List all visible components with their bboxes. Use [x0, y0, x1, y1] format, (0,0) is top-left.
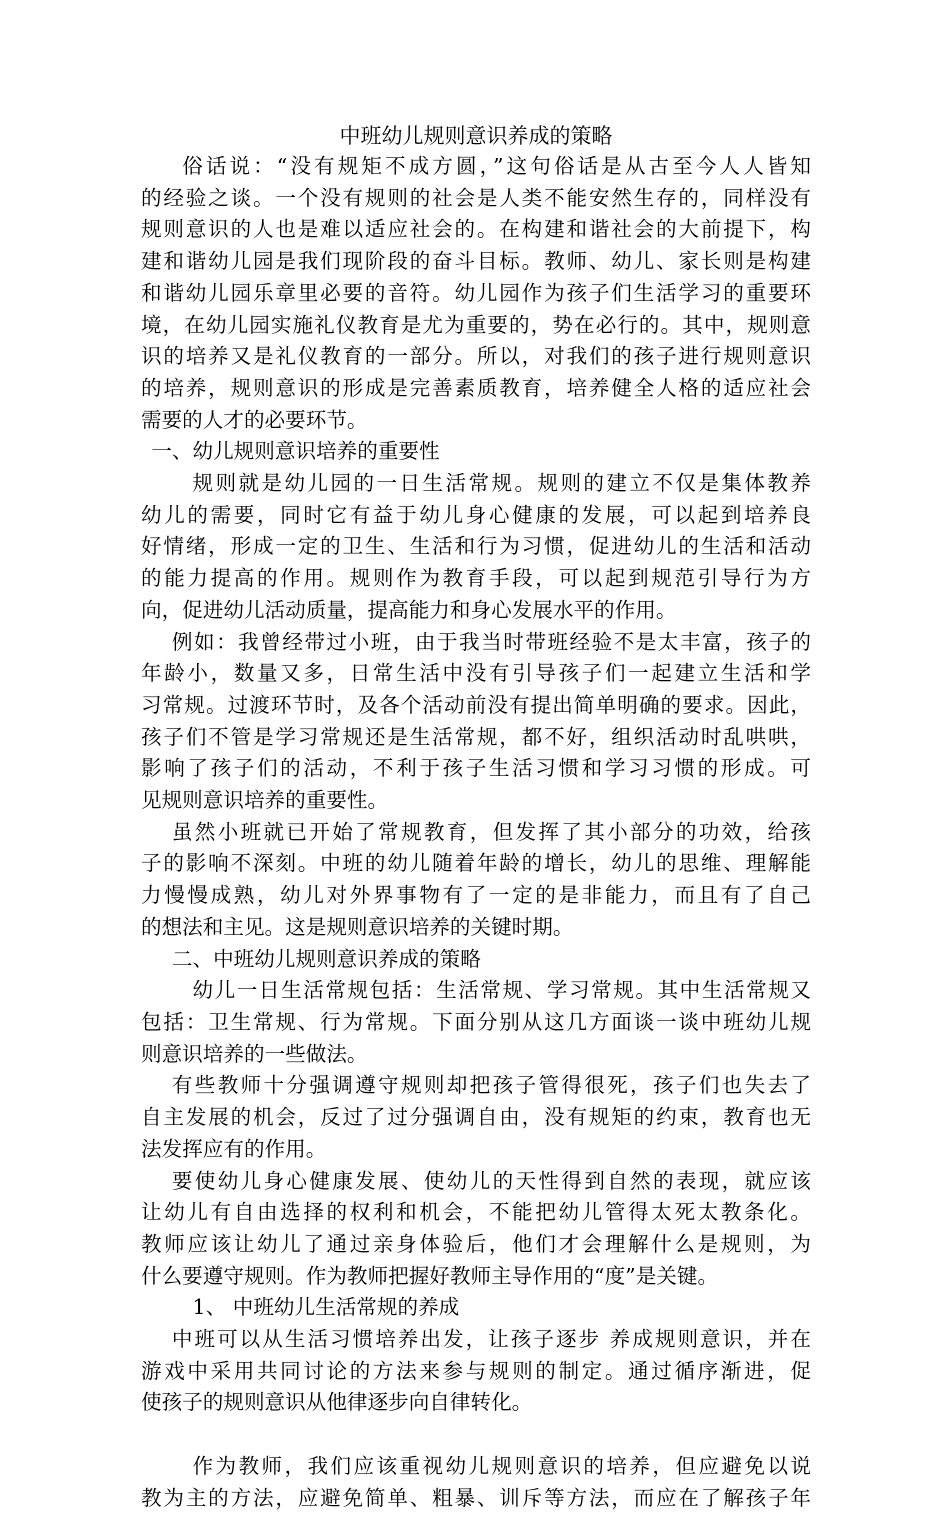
paragraph-line: 俗话说：“没有规矩不成方圆，”这句俗话是从古至今人人皆知 — [182, 154, 811, 178]
paragraph-line: 需要的人才的必要环节。 — [141, 407, 368, 432]
paragraph-line: 建和谐幼儿园是我们现阶段的奋斗目标。教师、幼儿、家长则是构建 — [141, 249, 811, 274]
paragraph-line: 向，促进幼儿活动质量，提高能力和身心发展水平的作用。 — [141, 597, 677, 622]
blank-line — [141, 1419, 811, 1451]
paragraph-line: 规则意识的人也是难以适应社会的。在构建和谐社会的大前提下，构 — [141, 217, 811, 242]
paragraph — [141, 468, 811, 627]
paragraph-line: 包括：卫生常规、行为常规。下面分别从这几方面谈一谈中班幼儿规 — [141, 1009, 811, 1034]
paragraph-line: 自主发展的机会，反过了过分强调自由，没有规矩的约束，教育也无 — [141, 1105, 811, 1130]
paragraph-line: 的想法和主见。这是规则意识培养的关键时期。 — [141, 914, 574, 939]
paragraph-line: 的培养，规则意识的形成是完善素质教育，培养健全人格的适应社会 — [141, 375, 811, 400]
section-heading: 一、幼儿规则意识培养的重要性 — [151, 439, 440, 464]
paragraph — [141, 151, 811, 436]
paragraph-line: 的能力提高的作用。规则作为教育手段，可以起到规范引导行为方 — [141, 566, 811, 591]
paragraph-line: 让幼儿有自由选择的权利和机会，不能把幼儿管得太死太教条化。 — [141, 1200, 811, 1225]
paragraph — [141, 817, 811, 944]
paragraph-line: 虽然小班就已开始了常规教育，但发挥了其小部分的功效，给孩 — [171, 819, 811, 844]
paragraph-line: 见规则意识培养的重要性。 — [141, 788, 389, 813]
paragraph-line: 的经验之谈。一个没有规则的社会是人类不能安然生存的，同样没有 — [141, 185, 811, 210]
paragraph — [141, 1070, 811, 1165]
paragraph-line: 要使幼儿身心健康发展、使幼儿的天性得到自然的表现，就应该 — [171, 1168, 811, 1193]
paragraph — [141, 1166, 811, 1293]
paragraph-line: 和谐幼儿园乐章里必要的音符。幼儿园作为孩子们生活学习的重要环 — [141, 280, 811, 305]
paragraph-line: 年龄小，数量又多，日常生活中没有引导孩子们一起建立生活和学 — [141, 661, 811, 686]
paragraph-line: 教师应该让幼儿了通过亲身体验后，他们才会理解什么是规则，为 — [141, 1231, 811, 1256]
paragraph-line: 有些教师十分强调遵守规则却把孩子管得很死，孩子们也失去了 — [171, 1073, 811, 1098]
paragraph-line: 法发挥应有的作用。 — [141, 1136, 327, 1161]
document-title: 中班幼儿规则意识养成的策略 — [339, 124, 613, 148]
document-body — [141, 151, 811, 1514]
paragraph-line: 影响了孩子们的活动，不利于孩子生活习惯和学习习惯的形成。可 — [141, 756, 811, 781]
paragraph-line: 孩子们不管是学习常规还是生活常规，都不好，组织活动时乱哄哄， — [141, 724, 811, 749]
paragraph-line: 幼儿一日生活常规包括：生活常规、学习常规。其中生活常规又 — [192, 978, 811, 1003]
paragraph — [141, 627, 811, 817]
paragraph-line: 使孩子的规则意识从他律逐步向自律转化。 — [141, 1390, 533, 1415]
paragraph — [141, 975, 811, 1070]
paragraph-line: 则意识培养的一些做法。 — [141, 1041, 368, 1066]
paragraph-line: 好情绪，形成一定的卫生、生活和行为习惯，促进幼儿的生活和活动 — [141, 534, 811, 559]
document-page — [141, 121, 811, 1514]
paragraph-line: 规则就是幼儿园的一日生活常规。规则的建立不仅是集体教养 — [192, 471, 811, 496]
paragraph-line: 教为主的方法，应避免简单、粗暴、训斥等方法，而应在了解孩子年 — [141, 1485, 811, 1510]
paragraph-line: 境，在幼儿园实施礼仪教育是尤为重要的，势在必行的。其中，规则意 — [141, 312, 811, 337]
paragraph-line: 什么要遵守规则。作为教师把握好教师主导作用的“度”是关键。 — [141, 1263, 719, 1288]
paragraph-line: 力慢慢成熟，幼儿对外界事物有了一定的是非能力，而且有了自己 — [141, 883, 811, 908]
paragraph-line: 例如：我曾经带过小班，由于我当时带班经验不是太丰富，孩子的 — [171, 629, 811, 654]
section-heading: 1、 中班幼儿生活常规的养成 — [192, 1295, 460, 1320]
paragraph-line: 中班可以从生活习惯培养出发，让孩子逐步 养成规则意识，并在 — [171, 1327, 811, 1352]
paragraph — [141, 1324, 811, 1419]
paragraph-line: 识的培养又是礼仪教育的一部分。所以，对我们的孩子进行规则意识 — [141, 344, 811, 369]
paragraph-line: 游戏中采用共同讨论的方法来参与规则的制定。通过循序渐进，促 — [141, 1358, 811, 1383]
section-heading: 二、中班幼儿规则意识养成的策略 — [171, 946, 481, 971]
paragraph-line: 作为教师，我们应该重视幼儿规则意识的培养，但应避免以说 — [192, 1453, 811, 1478]
paragraph — [141, 1451, 811, 1514]
paragraph-line: 幼儿的需要，同时它有益于幼儿身心健康的发展，可以起到培养良 — [141, 502, 811, 527]
paragraph-line: 习常规。过渡环节时，及各个活动前没有提出简单明确的要求。因此， — [141, 692, 811, 717]
paragraph-line: 子的影响不深刻。中班的幼儿随着年龄的增长，幼儿的思维、理解能 — [141, 851, 811, 876]
